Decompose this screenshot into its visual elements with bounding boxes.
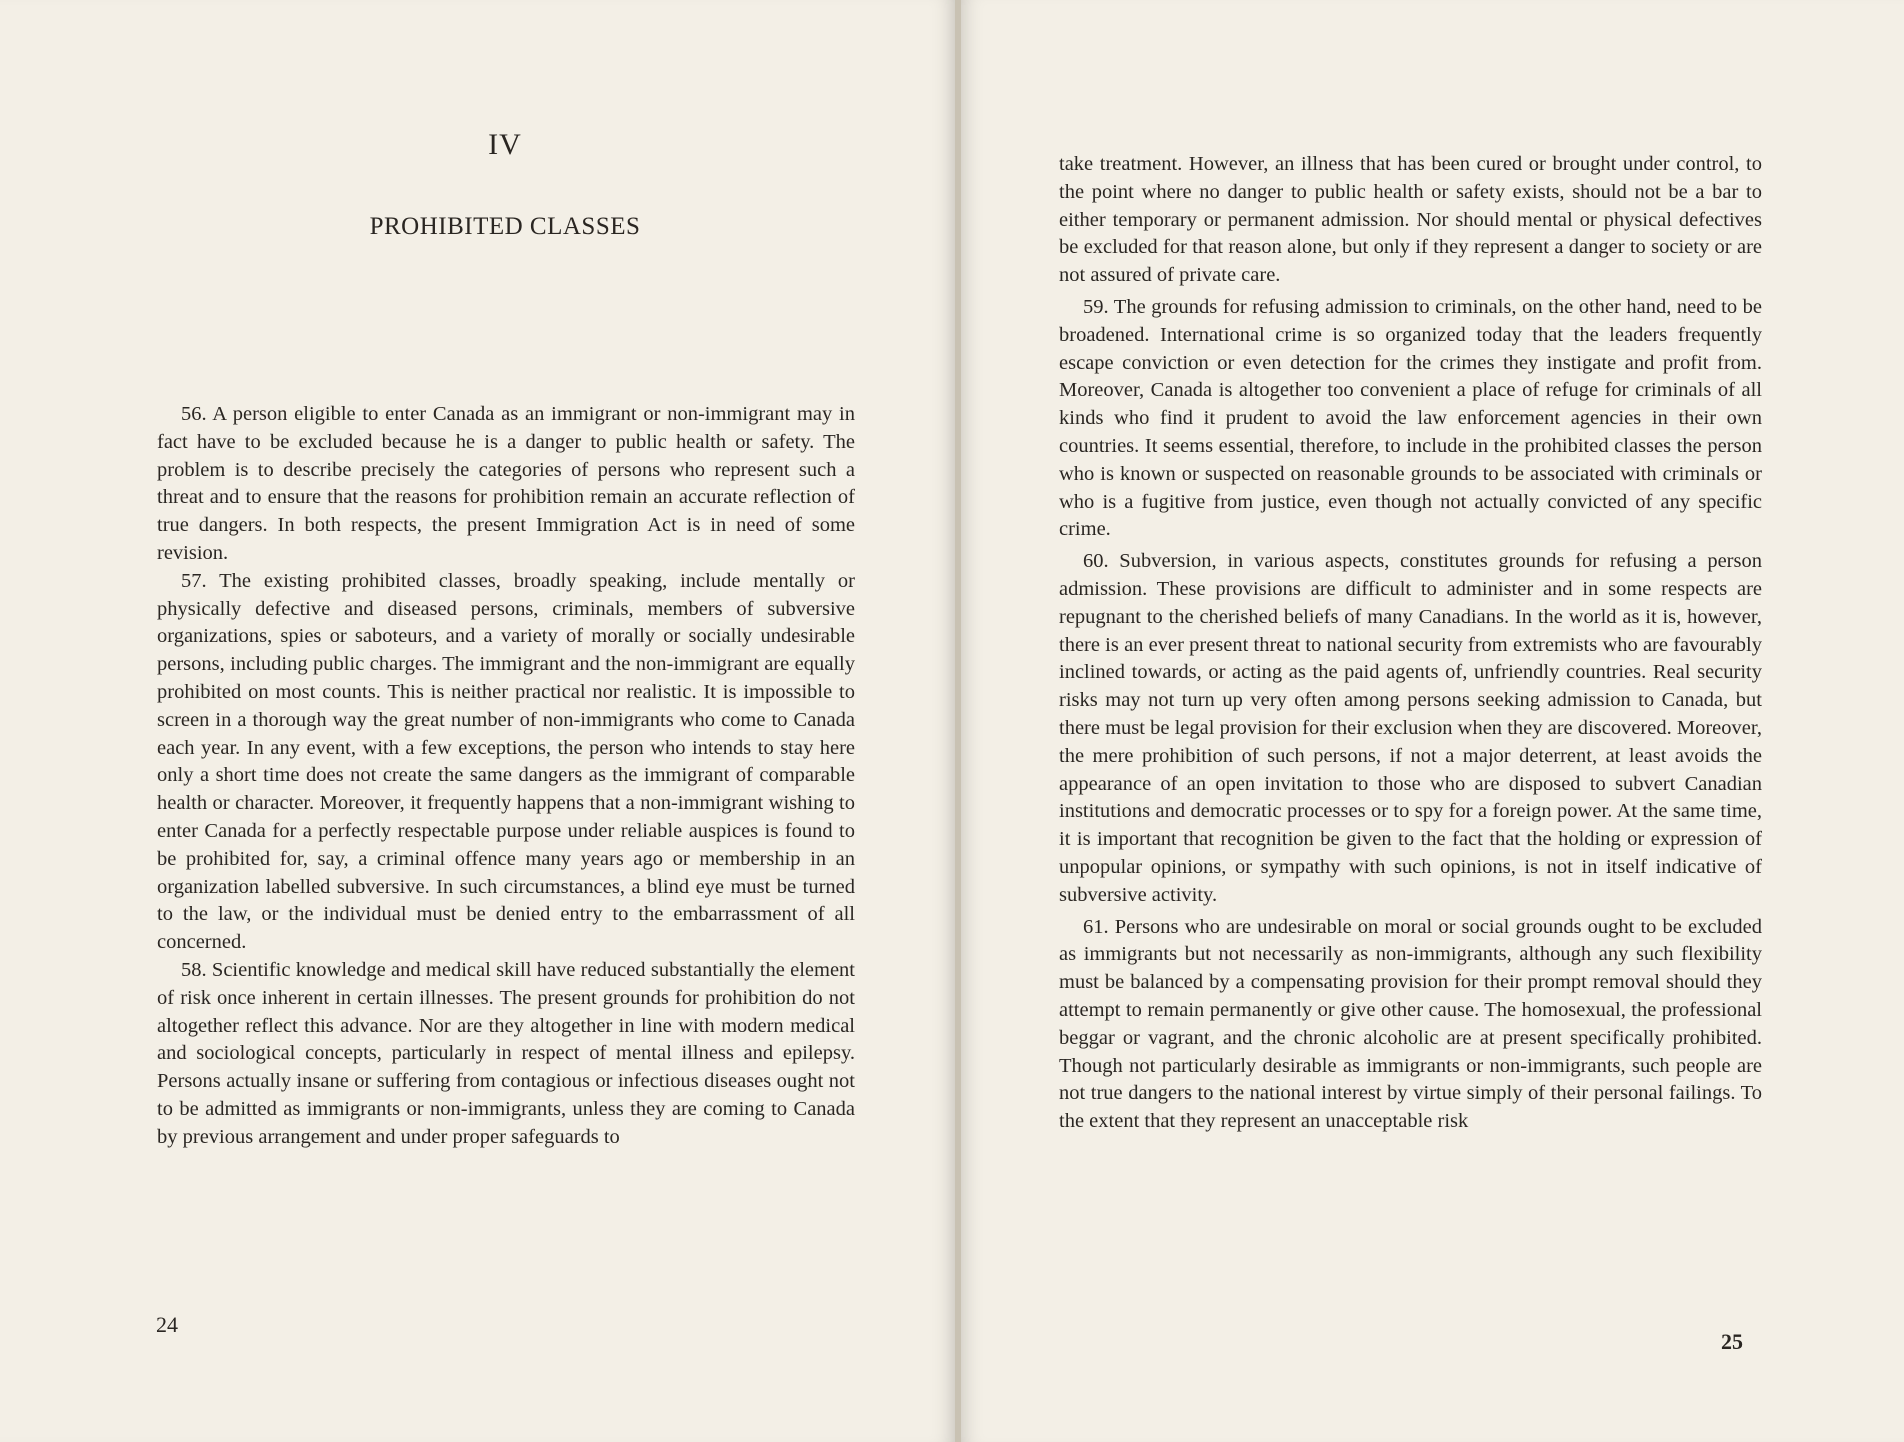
chapter-number: IV	[488, 128, 522, 161]
page-number-left: 24	[156, 1312, 178, 1337]
page-number-right: 25	[1721, 1329, 1743, 1354]
paragraph-56: 56. A person eligible to enter Canada as an immigrant or non-immigrant may in fact have to be excluded because he is a danger to public health or safety. The problem is to describe precisely the categories of persons who represent such a threat and to ensure that the reasons for prohibition remain an accurate reflection of true dangers. In both respects, the present Immigration Act is in need of some revision.	[157, 403, 855, 564]
right-page	[961, 0, 1904, 1442]
paragraph-58-continued: take treatment. However, an illness that has been cured or brought under control, to the point where no danger to public health or safety exists, should not be a bar to either temporary or permanent admission. Nor should mental or physical defectives be excluded for that reason alone, but only if they represent a danger to society or are not assured of private care.	[1059, 153, 1762, 287]
chapter-title: PROHIBITED CLASSES	[369, 213, 641, 240]
paragraph-60: 60. Subversion, in various aspects, constitutes grounds for refusing a person admission. These provisions are difficult to administer and in some respects are repugnant to the cherished beliefs of many Canadians. In the world as it is, however, there is an ever present threat to national security from extremists who are favourably inclined towards, or acting as the paid agents of, unfriendly countries. Real security risks may not turn up very often among persons seeking admission to Canada, but there must be legal provision for their exclusion when they are discovered. Moreover, the mere prohibition of such persons, if not a major deterrent, at least avoids the appearance of an open invitation to those who are disposed to subvert Canadian institutions and democratic processes or to spy for a foreign power. At the same time, it is important that recognition be given to the fact that the holding or expression of unpopular opinions, or sympathy with such opinions, is not in itself indicative of subversive activity.	[1059, 550, 1762, 906]
right-text-column	[1059, 151, 1762, 1136]
paragraph-58: 58. Scientific knowledge and medical skill have reduced substantially the element of risk once inherent in certain illnesses. The present grounds for prohibition do not altogether reflect this advance. Nor are they altogether in line with modern medical and sociological concepts, particularly in respect of mental illness and epilepsy. Persons actually insane or suffering from contagious or infectious diseases ought not to be admitted as immigrants or non-immigrants, unless they are coming to Canada by previous arrangement and under proper safeguards to	[157, 958, 855, 1148]
paragraph-57: 57. The existing prohibited classes, broadly speaking, include mentally or physically defective and diseased persons, criminals, members of subversive organizations, spies or saboteurs, and a variety of morally or socially undesirable persons, including public charges. The immigrant and the non-immigrant are equally prohibited on most counts. This is neither practical nor realistic. It is impossible to screen in a thorough way the great number of non-immigrants who come to Canada each year. In any event, with a few exceptions, the person who intends to stay here only a short time does not create the same dangers as the immigrant of comparable health or character. Moreover, it frequently happens that a non-immigrant wishing to enter Canada for a perfectly respectable purpose under reliable auspices is found to be prohibited for, say, a criminal offence many years ago or membership in an organization labelled subversive. In such circumstances, a blind eye must be turned to the law, or the individual must be denied entry to the embarrassment of all concerned.	[157, 569, 855, 954]
paragraph-61: 61. Persons who are undesirable on moral or social grounds ought to be excluded as immigrants but not necessarily as non-immigrants, although any such flexibility must be balanced by a compensating provision for their prompt removal should they attempt to remain permanently or give other cause. The homosexual, the professional beggar or vagrant, and the chronic alcoholic are at present specifically prohibited. Though not particularly desirable as immigrants or non-immigrants, such people are not true dangers to the national interest by virtue simply of their personal failings. To the extent that they represent an unacceptable risk	[1059, 915, 1762, 1133]
paragraph-59: 59. The grounds for refusing admission to criminals, on the other hand, need to be broadened. International crime is so organized today that the leaders frequently escape conviction or even detection for the crimes they instigate and profit from. Moreover, Canada is altogether too convenient a place of refuge for criminals of all kinds who find it prudent to avoid the law enforcement agencies in their own countries. It seems essential, therefore, to include in the prohibited classes the person who is known or suspected on reasonable grounds to be associated with criminals or who is a fugitive from justice, even though not actually convicted of any specific crime.	[1059, 295, 1762, 541]
left-text-column	[157, 401, 855, 1152]
